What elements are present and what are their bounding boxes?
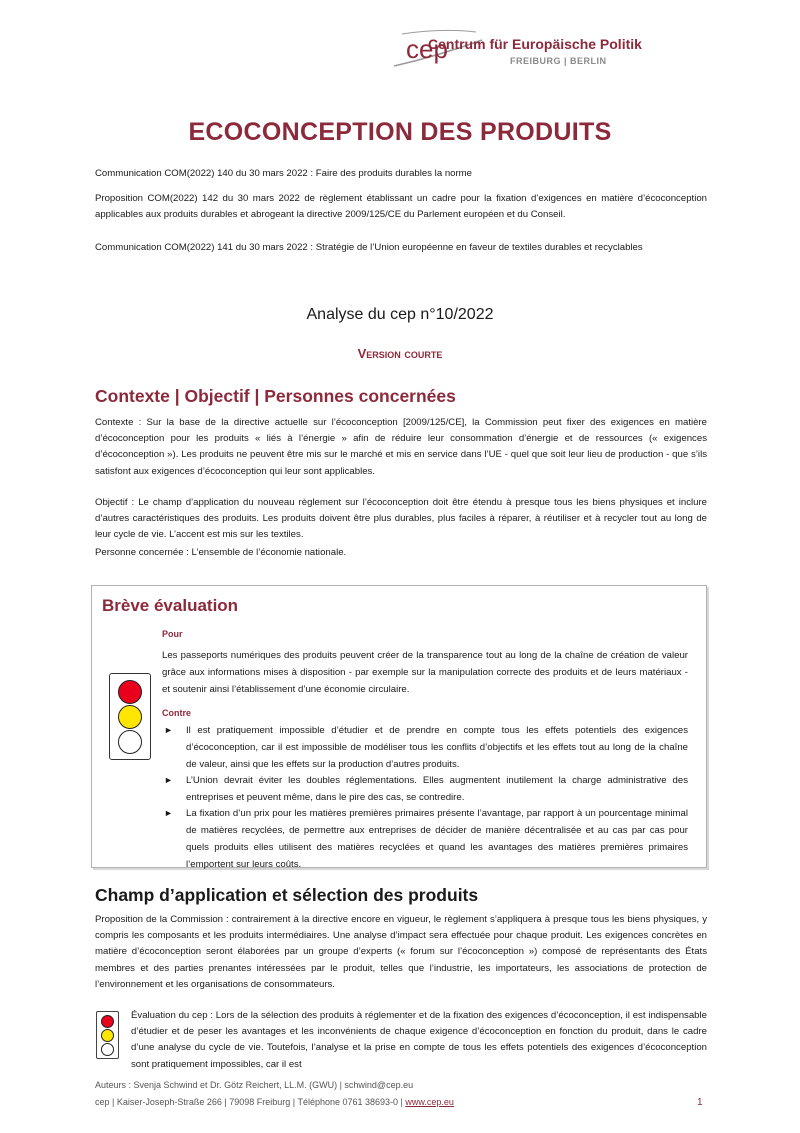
- org-cities: FREIBURG | BERLIN: [510, 56, 607, 66]
- yellow-lamp-icon: [118, 705, 142, 729]
- off-lamp-icon: [101, 1043, 114, 1056]
- analysis-number: Analyse du cep n°10/2022: [306, 306, 494, 323]
- pour-text: Les passeports numériques des produits peuvent créer de la transparence tout au long de la chaîne de création de valeur grâce aux informations mises à disposition - par exemple sur la manipulation correcte des produits et de leurs matériaux - et soutenir ainsi l’établissement d’une économie circulaire.: [162, 650, 688, 695]
- contre-label: Contre: [162, 708, 191, 718]
- contre-item: ► L’Union devrait éviter les doubles réglementations. Elles augmentent inutilement la charge administrative des entreprises et peuvent même, dans le pire des cas, se contredire.: [164, 772, 688, 806]
- objective-paragraph: Objectif : Le champ d’application du nouveau règlement sur l’écoconception doit être étendu à presque tous les biens physiques et inclure d’autres caractéristiques des produits. Les produits doivent être plus durables, plus faciles à réparer, à réutiliser et à recycler tout au long de leur cycle de vie. L’accent est mis sur les textiles.: [95, 497, 707, 541]
- persons-paragraph: Personne concernée : L’ensemble de l’économie nationale.: [95, 547, 347, 558]
- version-label: Version courte: [357, 346, 443, 361]
- red-lamp-icon: [118, 680, 142, 704]
- arrow-bullet-icon: ►: [164, 725, 173, 735]
- context-heading: Contexte | Objectif | Personnes concernées: [95, 386, 456, 406]
- reference-3: Communication COM(2022) 141 du 30 mars 2022 : Stratégie de l’Union européenne en faveur de textiles durables et recyclables: [95, 242, 643, 253]
- arrow-bullet-icon: ►: [164, 775, 173, 785]
- arrow-bullet-icon: ►: [164, 808, 173, 818]
- page-title: ECOCONCEPTION DES PRODUITS: [188, 118, 612, 146]
- scope-heading: Champ d’application et sélection des produits: [95, 885, 479, 905]
- evaluation-box: [91, 585, 707, 868]
- contre-item: ► La fixation d’un prix pour les matières premières primaires présente l’avantage, par rapport à un pourcentage minimal de matières recyclées, de permettre aux entreprises de décider de manière décentralisée et au cas par cas pour quels produits elles utilisent des matières recyclées et quand les avantages des matières premières primaires l’emportent sur leurs coûts.: [164, 805, 688, 873]
- org-name: Centrum für Europäische Politik: [428, 36, 642, 52]
- small-traffic-light-icon: [96, 1011, 119, 1059]
- pour-label: Pour: [162, 629, 183, 639]
- website-link[interactable]: www.cep.eu: [405, 1097, 454, 1107]
- page-number: 1: [697, 1097, 703, 1108]
- footer-address: cep | Kaiser-Joseph-Straße 266 | 79098 Freiburg | Téléphone 0761 38693-0 | www.cep.eu: [95, 1097, 454, 1107]
- scope-proposition: Proposition de la Commission : contrairement à la directive encore en vigueur, le règlement s’appliquera à presque tous les biens physiques, y compris les composants et les produits intermédiaires. Une analyse d’impact sera effectuée pour chaque produit. Les exigences concrètes en matière d’écoconception seront élaborées par un groupe d’experts (« forum sur l’écoconception ») composé de représentants des États membres et des parties prenantes intéressées par le produit, telles que l’industrie, les importateurs, les associations de protection de l’environnement et les organisations de consommateurs.: [95, 914, 707, 990]
- scope-evaluation: Évaluation du cep : Lors de la sélection des produits à réglementer et de la fixation des exigences d’écoconception, il est indispensable d’étudier et de peser les avantages et les inconvénients de chaque exigence d’écoconception en fonction du produit, dans le cadre d’une analyse du cycle de vie. Toutefois, l’analyse et la prise en compte de tous les effets potentiels des exigences d’écoconception sont pratiquement impossibles, car il est: [131, 1010, 707, 1070]
- red-lamp-icon: [101, 1015, 114, 1028]
- off-lamp-icon: [118, 730, 142, 754]
- reference-2: Proposition COM(2022) 142 du 30 mars 2022 de règlement établissant un cadre pour la fixation d’exigences en matière d’écoconception applicables aux produits durables et abrogeant la directive 2009/125/CE du Parlement européen et du Conseil.: [95, 193, 707, 221]
- yellow-lamp-icon: [101, 1029, 114, 1042]
- evaluation-heading: Brève évaluation: [102, 596, 239, 615]
- logo-word: cep: [406, 34, 448, 64]
- context-paragraph: Contexte : Sur la base de la directive actuelle sur l’écoconception [2009/125/CE], la Commission peut fixer des exigences en matière d’écoconception pour les produits « liés à l’énergie » afin de réduire leur consommation d’énergie et de ressources (« exigences d’écoconception »). Les produits ne peuvent être mis sur le marché et mis en service dans l’UE - quel que soit leur lieu de production - que s’ils satisfont aux exigences d’écoconception qui leur sont applicables.: [95, 417, 707, 477]
- footer-authors: Auteurs : Svenja Schwind et Dr. Götz Reichert, LL.M. (GWU) | schwind@cep.eu: [95, 1080, 414, 1090]
- reference-1: Communication COM(2022) 140 du 30 mars 2022 : Faire des produits durables la norme: [95, 168, 473, 179]
- traffic-light-icon: [109, 673, 151, 760]
- contre-item: ► Il est pratiquement impossible d’étudier et de prendre en compte tous les effets potentiels des exigences d’écoconception, car il est impossible de modéliser tous les conflits d’objectifs et les effets tout au long de la chaîne de valeur, ainsi que les effets sur la production d’autres produits.: [164, 722, 688, 773]
